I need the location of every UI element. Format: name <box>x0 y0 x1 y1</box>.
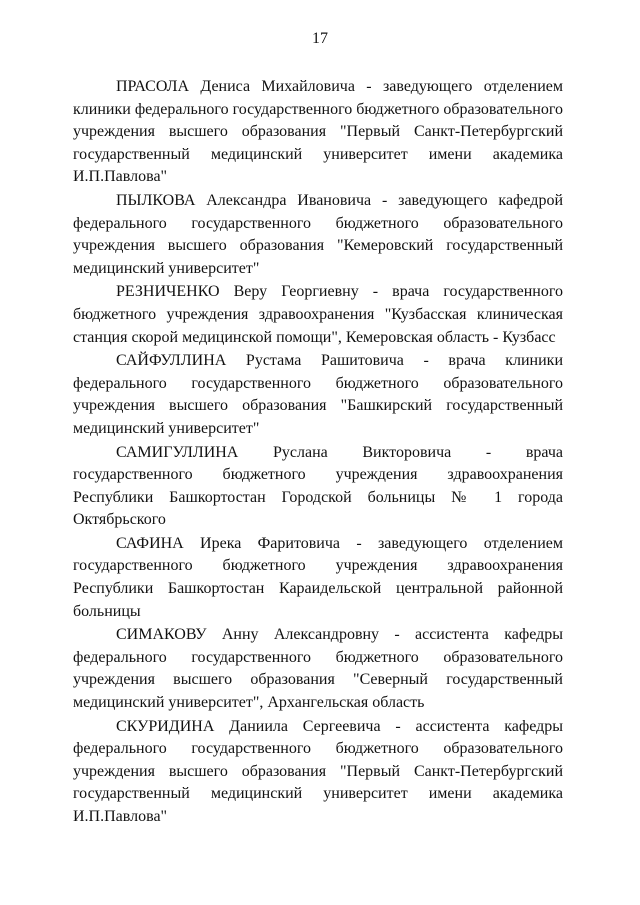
award-entry-safina: САФИНА Ирека Фаритовича - заведующего отделением государственного бюджетного учреждения здравоохранения Республики Башкортостан Караидельской центральной районной больницы <box>73 534 563 620</box>
award-entry-samigullina: САМИГУЛЛИНА Руслана Викторовича - врача государственного бюджетного учреждения здравоохранения Республики Башкортостан Городской больницы № 1 города Октябрьского <box>73 443 563 529</box>
document-body <box>73 76 563 830</box>
award-entry-skuridina: СКУРИДИНА Даниила Сергеевича - ассистента кафедры федерального государственного бюджетного образовательного учреждения высшего образования "Первый Санкт-Петербургский государственный медицинский университет имени академика И.П.Павлова" <box>73 717 563 825</box>
award-entry-prasola: ПРАСОЛА Дениса Михайловича - заведующего отделением клиники федерального государственного бюджетного образовательного учреждения высшего образования "Первый Санкт-Петербургский государственный медицинский университет имени академика И.П.Павлова" <box>73 78 563 186</box>
award-entry-simakova: СИМАКОВУ Анну Александровну - ассистента кафедры федерального государственного бюджетного образовательного учреждения высшего образования "Северный государственный медицинский университет", Архангельская область <box>73 626 563 712</box>
award-entry-reznichenko: РЕЗНИЧЕНКО Веру Георгиевну - врача государственного бюджетного учреждения здравоохранения "Кузбасская клиническая станция скорой медицинской помощи", Кемеровская область - Кузбасс <box>73 283 563 346</box>
award-entry-sayfullina: САЙФУЛЛИНА Рустама Рашитовича - врача клиники федерального государственного бюджетного образовательного учреждения высшего образования "Башкирский государственный медицинский университет" <box>73 352 563 437</box>
page-number: 17 <box>312 30 328 47</box>
award-entry-pylkova: ПЫЛКОВА Александра Ивановича - заведующего кафедрой федерального государственного бюджетного образовательного учреждения высшего образования "Кемеровский государственный медицинский университет" <box>73 191 563 277</box>
